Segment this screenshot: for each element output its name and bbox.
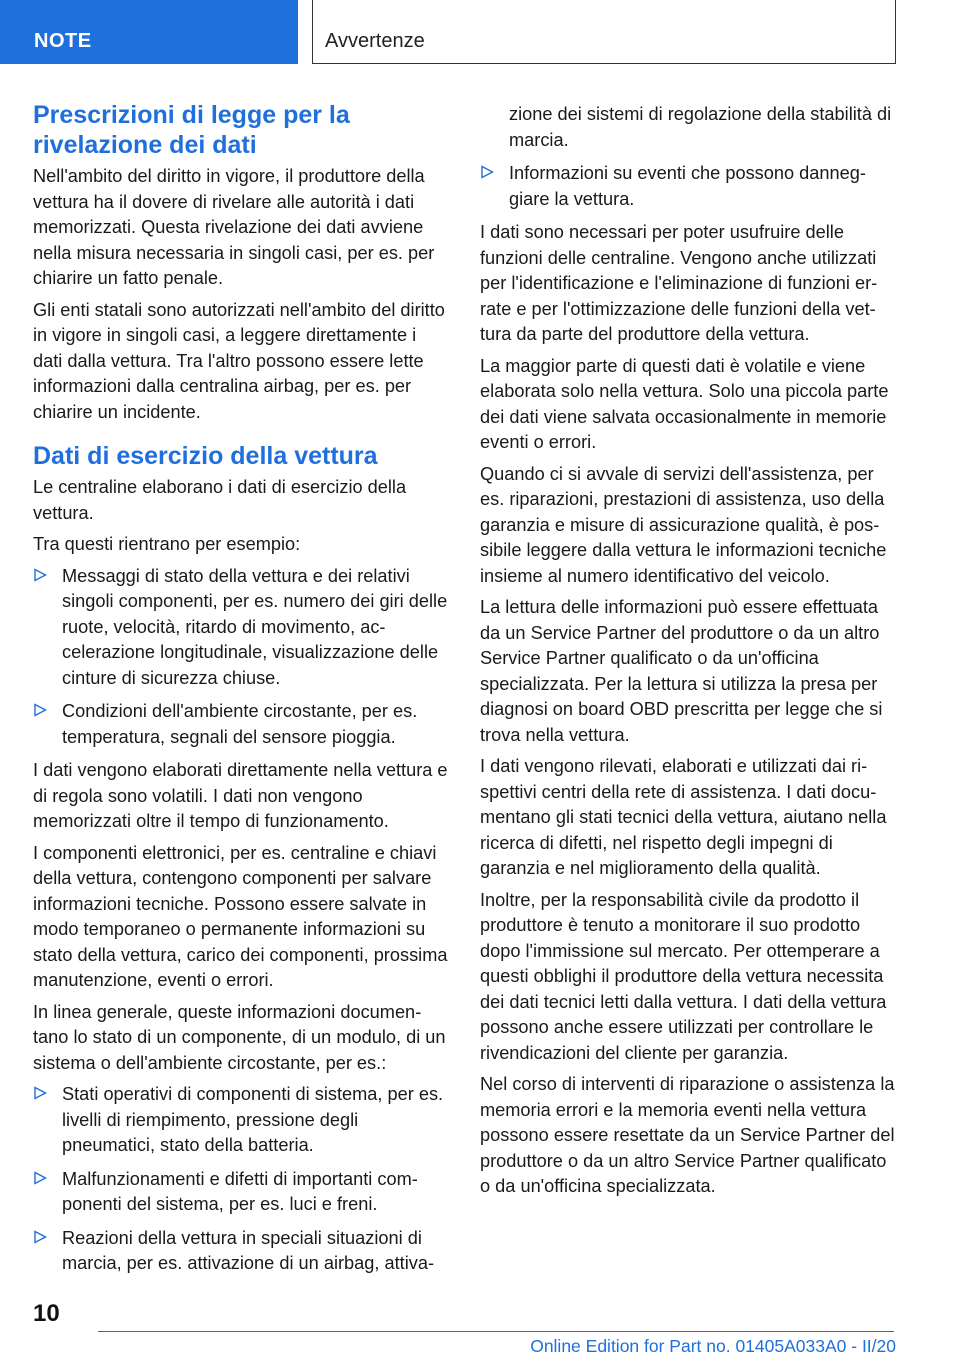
list-item-text: Informazioni su eventi che possono danneggiare la vettura. [509, 163, 866, 209]
bullet-list [33, 564, 449, 751]
triangle-right-outline-icon [33, 1086, 47, 1100]
triangle-right-outline-icon [33, 1230, 47, 1244]
paragraph: I dati vengono rilevati, elaborati e utilizzati dai rispettivi centri della rete di assistenza. I dati documentano gli stati tecnici della vettura, aiutano nella ricerca di difetti, nel rispetto degli impegni di garanzia e nel miglioramento della qualità. [480, 756, 887, 878]
paragraph: In linea generale, queste informazioni documentano lo stato di un componente, di un modulo, di un sistema o dell'ambiente circostante, per es.: [33, 1001, 446, 1073]
bullet-list [33, 1082, 449, 1277]
paragraph: La lettura delle informazioni può essere effettuata da un Service Partner del produttore o da un altro Service Partner qualificato o da un'officina specializzata. Per la lettura si utilizza la presa per diagnosi on board OBD prescritta per legge che si trova nella vettura. [480, 597, 883, 745]
bullet-list [480, 102, 898, 212]
list-item [33, 1082, 449, 1159]
triangle-right-outline-icon [480, 165, 494, 179]
list-item [33, 699, 449, 750]
paragraph: I dati sono necessari per poter usufruire delle funzioni delle centraline. Vengono anche utilizzati per l'identificazione e l'eliminazione di funzioni errate e per l'ottimizzazione delle funzioni della vettura da parte del produttore della vettura. [480, 222, 878, 344]
paragraph: Nel corso di interventi di riparazione o assistenza la memoria errori e la memoria eventi nella vettura possono essere resettate da un Service Partner del produttore o da un altro Service Partner qualificato o da un'officina specializzata. [480, 1074, 895, 1196]
list-item-text: Malfunzionamenti e difetti di importanti componenti del sistema, per es. luci e freni. [62, 1168, 418, 1214]
heading-operating-data: Dati di esercizio della vettura [33, 442, 378, 470]
paragraph: Quando ci si avvale di servizi dell'assistenza, per es. riparazioni, prestazioni di assistenza, uso della garanzia e misure di assicurazione qualità, è possibile leggere dalla vettura le informazioni tecniche insieme al numero identificativo del veicolo. [480, 463, 887, 586]
paragraph: La maggior parte di questi dati è volatile e viene elaborata solo nella vettura. Solo una piccola parte dei dati viene salvata occasionalmente in memorie eventi o errori. [480, 355, 889, 452]
list-item-text: Condizioni dell'ambiente circostante, per es. temperatura, segnali del sensore pioggia. [62, 701, 418, 747]
paragraph: I componenti elettronici, per es. centraline e chiavi della vettura, contengono componenti per salvare informazioni tecniche. Possono essere salvate in modo temporaneo o permanente informazioni su stato della vettura, carico dei componenti, prossima manutenzione, eventi o errori. [33, 842, 448, 990]
left-column [33, 100, 449, 1285]
list-item-continuation [480, 102, 898, 153]
footer-divider [98, 1331, 894, 1332]
list-item-text: Reazioni della vettura in speciali situazioni di marcia, per es. attivazione di un airbag, attiva- [62, 1227, 435, 1273]
list-item-text: zione dei sistemi di regolazione della stabilità di marcia. [509, 104, 892, 150]
right-column [480, 102, 898, 1206]
section-tab[interactable] [0, 0, 298, 64]
list-item-text: Messaggi di stato della vettura e dei relativi singoli componenti, per es. numero dei giri delle ruote, velocità, ritardo di movimento, accelerazione longitudinale, visualizzazione delle cinture di sicurezza chiuse. [62, 565, 448, 688]
page-number: 10 [33, 1300, 60, 1327]
paragraph: I dati vengono elaborati direttamente nella vettura e di regola sono volatili. I dati non vengono memorizzati oltre il tempo di funzionamento. [33, 760, 448, 831]
chapter-header [312, 0, 896, 64]
list-item [33, 564, 449, 692]
triangle-right-outline-icon [33, 568, 47, 582]
list-item [480, 161, 898, 212]
paragraph: Gli enti statali sono autorizzati nell'ambito del diritto in vigore in singoli casi, a leggere direttamente i dati dalla vettura. Tra l'altro possono essere lette informazioni dalla centralina airbag, per es. per chiarire un incidente. [33, 299, 445, 422]
paragraph: Tra questi rientrano per esempio: [33, 534, 301, 554]
triangle-right-outline-icon [33, 1171, 47, 1185]
footer-edition-text: Online Edition for Part no. 01405A033A0 - II/20 [530, 1336, 896, 1356]
section-tab-label: NOTE [34, 30, 92, 52]
chapter-title: Avvertenze [325, 30, 425, 52]
list-item [33, 1167, 449, 1218]
paragraph: Le centraline elaborano i dati di esercizio della vettura. [33, 477, 407, 523]
list-item [33, 1226, 449, 1277]
triangle-right-outline-icon [33, 703, 47, 717]
list-item-text: Stati operativi di componenti di sistema, per es. livelli di riempimento, pressione degli pneumatici, stato della batteria. [62, 1084, 444, 1155]
paragraph: Nell'ambito del diritto in vigore, il produttore della vettura ha il dovere di rivelare alle autorità i dati memorizzati. Questa rivelazione dei dati avviene nella misura necessaria in singoli casi, per es. per chiarire un fatto penale. [33, 166, 435, 288]
paragraph: Inoltre, per la responsabilità civile da prodotto il produttore è tenuto a monitorare il suo prodotto dopo l'immissione sul mercato. Per ottemperare a questi obblighi il produttore della vettura necessita dei dati tecnici letti dalla vettura. I dati della vettura possono anche essere utilizzati per controllare le rivendicazioni del cliente per garanzia. [480, 889, 887, 1063]
heading-legal-disclosure: Prescrizioni di legge per la rivelazione dei dati [33, 101, 350, 159]
